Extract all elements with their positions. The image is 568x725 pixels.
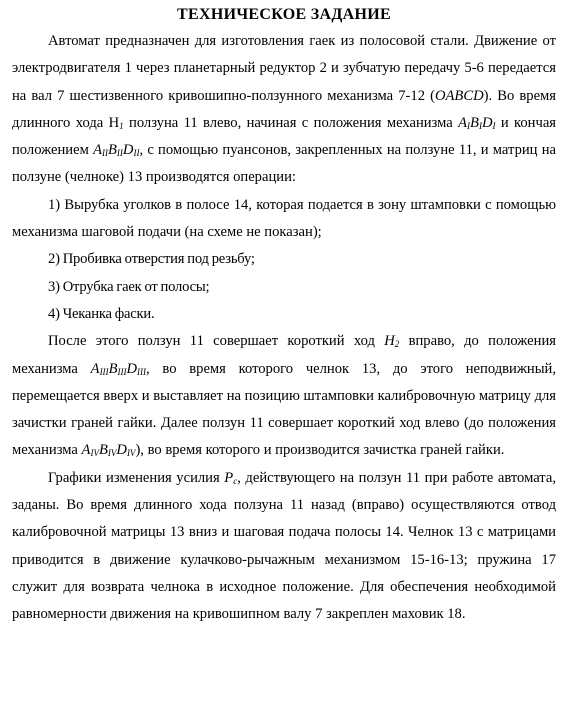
symbol: B — [107, 142, 117, 159]
symbol: D — [481, 114, 493, 131]
symbol: A — [93, 142, 102, 159]
text-run: После этого ползун 11 совершает короткий ход — [48, 333, 385, 350]
position-4-symbol — [82, 442, 136, 458]
subscript: III — [99, 366, 109, 377]
text-run: вправо, до положения механизма — [12, 333, 556, 377]
text-run: Автомат предназначен для изготовления гаек из полосовой стали. Движение от электродвигателя 1 через планетарный редуктор 2 и зубчатую передачу 5-6 передается на вал 7 шестизвенного кривошипно-ползунного механизма 7-12 ( — [12, 33, 556, 104]
symbol: D — [116, 442, 127, 459]
symbol: P — [224, 469, 234, 486]
text-run: , во время которого челнок 13, до этого неподвижный, перемещается вверх и выставляет на позицию штамповки калибровочную матрицу для зачистки граней гайки. Далее ползун 11 совершает короткий ход влево (до положения механизма — [12, 360, 556, 459]
mechanism-label: OABCD — [434, 87, 484, 104]
paragraph-intro — [12, 28, 556, 192]
subscript: I — [492, 120, 496, 131]
stroke-symbol-h1: $H_1$ — [108, 114, 124, 131]
list-item-3: 3) Отрубка гаек от полосы; — [48, 278, 210, 295]
paragraph-short-stroke — [12, 328, 556, 464]
text-run: ), во время которого и производится зачистка граней гайки. — [135, 442, 505, 459]
symbol: D — [126, 360, 138, 377]
text-run: и кончая положением — [12, 114, 557, 159]
symbol: H — [384, 333, 395, 350]
list-item-4: 4) Чеканка фаски. — [48, 305, 155, 322]
list-item-1: 1) Вырубка уголков в полосе 14, которая подается в зону штамповки с помощью механизма шаговой подачи (на схеме не показан); — [12, 196, 556, 241]
symbol: B — [108, 360, 118, 377]
symbol: B — [470, 114, 479, 131]
symbol: B — [98, 442, 108, 459]
text-run: Для обеспечения необходимой равномерности движения на кривошипном валу 7 закреплен маховик 18. — [12, 578, 556, 623]
subscript: IV — [126, 448, 136, 459]
text-run: Графики изменения усилия — [48, 469, 225, 486]
subscript: 2 — [394, 339, 400, 350]
symbol: A — [81, 442, 91, 459]
subscript: IV — [90, 448, 99, 459]
text-run: ). Во время длинного хода — [12, 87, 556, 131]
list-item-2: 2) Пробивка отверстия под резьбу; — [48, 251, 255, 268]
subscript: III — [117, 366, 127, 377]
subscript: III — [137, 366, 147, 377]
text-run: , с помощью пуансонов, закрепленных на ползуне 11, и матриц на ползуне (челноке) 13 производятся операции: — [12, 142, 556, 186]
subscript: I — [467, 120, 471, 131]
text-run: ползуна 11 влево, начиная с положения механизма — [123, 114, 459, 131]
document-title: ТЕХНИЧЕСКОЕ ЗАДАНИЕ — [177, 6, 391, 23]
force-symbol-pc — [224, 470, 237, 486]
subscript: IV — [107, 448, 117, 459]
symbol: A — [458, 114, 468, 131]
symbol: D — [122, 142, 134, 159]
symbol: A — [90, 360, 100, 377]
subscript: II — [133, 148, 140, 159]
subscript: II — [116, 148, 123, 159]
subscript: II — [101, 148, 108, 159]
position-3-symbol — [91, 361, 146, 377]
paragraph-force-graphs — [12, 465, 556, 629]
subscript: I — [478, 120, 482, 131]
subscript: 1 — [119, 120, 124, 131]
subscript: c — [233, 475, 238, 486]
position-1-symbol — [458, 115, 495, 131]
position-2-symbol — [93, 142, 139, 158]
text-run: , действующего на ползун 11 при работе автомата, заданы. Во время длинного хода ползуна 11 назад (вправо) осуществляются отвод калибровочной матрицы 13 вниз и шаговая подача полосы 14. Челнок 13 с матрицами приводится в движение кулачково-рычажным механизмом 15-16-13; пружина 17 служит для возврата челнока в исходное положение. — [12, 469, 556, 595]
stroke-symbol-h2 — [384, 333, 399, 349]
